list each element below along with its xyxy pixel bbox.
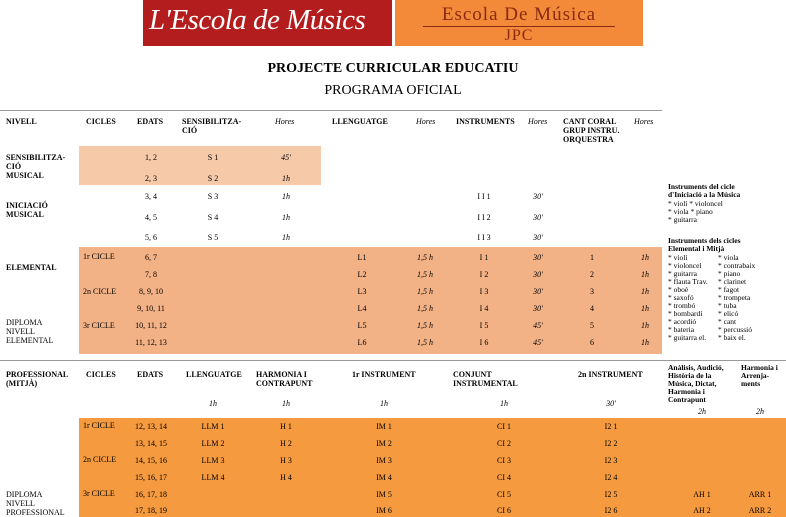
table-row-ci: CI 6: [497, 506, 511, 515]
table-row-sens: S 3: [207, 192, 219, 201]
hours-instr2: 30': [606, 399, 616, 408]
level-sens-2: CIÓ: [6, 162, 22, 171]
header2-arr-2: Arrenja-: [741, 371, 770, 380]
table-row-i2: I2 1: [604, 422, 618, 431]
table-row-i2: I2 5: [604, 490, 618, 499]
table-row-i2: I2 2: [604, 439, 618, 448]
table-row-i2: I2 4: [604, 473, 618, 482]
table-row-instr-hores: 45': [533, 338, 543, 347]
header2-arr-3: ments: [741, 379, 761, 388]
header2-llenguatge: LLENGUATGE: [186, 370, 242, 379]
table-row-im: IM 3: [376, 456, 392, 465]
hours-conjunt: 1h: [500, 399, 508, 408]
header2-arr-1: Harmonia i: [741, 363, 778, 372]
table-row-llm: LLM 1: [201, 422, 225, 431]
hours-llm: 1h: [209, 399, 217, 408]
logo-escola-de-musics: [143, 0, 392, 46]
note-elem-title-1: Instruments dels cicles: [668, 236, 741, 245]
table-row-im: IM 2: [376, 439, 392, 448]
header-sensibilitzacio-1: SENSIBILITZA-: [182, 117, 242, 126]
table-row-cant: 2: [590, 270, 594, 279]
table-row-im: IM 4: [376, 473, 392, 482]
table-row-edat: 2, 3: [145, 174, 157, 183]
page-subtitle: PROGRAMA OFICIAL: [324, 83, 462, 98]
hours-arrenjaments: 2h: [756, 407, 764, 416]
table-row-cant-hores: 1h: [641, 321, 649, 330]
table-row-cant: 1: [590, 253, 594, 262]
cycle-2-elemental: 2n CICLE: [83, 287, 117, 296]
level-elemental: ELEMENTAL: [6, 263, 57, 272]
note-init-item: * violí * violoncel: [668, 199, 723, 208]
table-row-cant: 5: [590, 321, 594, 330]
table-row-edat: 14, 15, 16: [135, 456, 167, 465]
table-row-sens: S 1: [207, 153, 219, 162]
header-hores-2: Hores: [416, 117, 436, 126]
table-row-sens: S 2: [207, 174, 219, 183]
note-elem-item: * trombó: [668, 301, 696, 310]
table-row-llenguatge: L6: [357, 338, 367, 347]
header-llenguatge: LLENGUATGE: [332, 117, 388, 126]
table-row-llenguatge: L3: [357, 287, 367, 296]
table-row-llenguatge: L1: [357, 253, 367, 262]
table-row-ll-hores: 1,5 h: [417, 270, 433, 279]
header-hores-4: Hores: [634, 117, 654, 126]
header2-analisis-3: Música, Dictat,: [668, 379, 717, 388]
hours-harmonia: 1h: [282, 399, 290, 408]
cycle-2-professional: 2n CICLE: [83, 455, 117, 464]
table-row-instr: I I 1: [477, 192, 491, 201]
header2-instr1: 1r INSTRUMENT: [352, 370, 416, 379]
table-row-ll-hores: 1,5 h: [417, 287, 433, 296]
table-row-llenguatge: L2: [357, 270, 367, 279]
table-row-ci: CI 1: [497, 422, 511, 431]
table-row-llm: LLM 2: [201, 439, 225, 448]
logo-right-line2: JPC: [504, 27, 534, 44]
table-row-cant-hores: 1h: [641, 338, 649, 347]
logo-right-line1: Escola De Música: [441, 4, 597, 25]
header-instruments: INSTRUMENTS: [456, 117, 515, 126]
header2-analisis-5: Contrapunt: [668, 395, 706, 404]
table-row-ci: CI 2: [497, 439, 511, 448]
table-row-cant-hores: 1h: [641, 270, 649, 279]
header-hores-1: Hores: [275, 117, 295, 126]
note-elem-item: * piano: [718, 269, 741, 278]
table-row-ci: CI 4: [497, 473, 511, 482]
table-row-instr: I 6: [479, 338, 489, 347]
note-init-item: * viola * piano: [668, 207, 713, 216]
header-cant-3: ORQUESTRA: [563, 135, 614, 144]
table-row-harmonia: H 2: [280, 439, 292, 448]
note-elem-item: * tuba: [718, 301, 737, 310]
level-iniciacio-2: MUSICAL: [6, 210, 44, 219]
table-row-llm: LLM 4: [201, 473, 225, 482]
note-elem-item: * violoncel: [668, 261, 702, 270]
header-edats: EDATS: [137, 117, 164, 126]
level-sens-3: MUSICAL: [6, 171, 44, 180]
header-cant-1: CANT CORAL: [563, 117, 617, 126]
table-row-sens: S 5: [207, 233, 219, 242]
note-elem-item: * guitarra el.: [668, 333, 707, 342]
table-row-edat: 9, 10, 11: [137, 304, 165, 313]
table-row-ah: AH 2: [693, 506, 711, 515]
table-row-ll-hores: 1,5 h: [417, 253, 433, 262]
table-row-ll-hores: 1,5 h: [417, 338, 433, 347]
header2-analisis-2: Història de la: [668, 371, 712, 380]
note-init-title-2: d'Iniciació a la Música: [668, 190, 741, 199]
level-professional-1: PROFESSIONAL: [6, 370, 69, 379]
table-row-edat: 13, 14, 15: [135, 439, 167, 448]
note-elem-item: * percussió: [718, 325, 752, 334]
header2-analisis-1: Anàlisis, Audició,: [668, 363, 724, 372]
header2-edats: EDATS: [137, 370, 164, 379]
table-row-edat: 16, 17, 18: [135, 490, 167, 499]
level-diploma-elemental-2: NIVELL: [6, 327, 35, 336]
table-row-edat: 3, 4: [145, 192, 157, 201]
table-row-instr-hores: 30': [533, 304, 543, 313]
header2-cicles: CICLES: [86, 370, 116, 379]
header-sensibilitzacio-2: CIÓ: [182, 126, 198, 135]
table-row-ll-hores: 1,5 h: [417, 304, 433, 313]
table-row-instr: I 1: [479, 253, 489, 262]
table-row-im: IM 6: [376, 506, 392, 515]
note-elem-item: * cant: [718, 317, 737, 326]
note-elem-item: * bombardí: [668, 309, 703, 318]
table-row-hores: 1h: [282, 174, 290, 183]
table-row-instr-hores: 30': [533, 213, 543, 222]
table-row-instr-hores: 30': [533, 270, 543, 279]
note-elem-item: * trompeta: [718, 293, 751, 302]
section-rule: [0, 360, 786, 361]
header2-harmonia-1: HARMONIA I: [256, 370, 307, 379]
table-row-instr-hores: 45': [533, 321, 543, 330]
level-sens-1: SENSIBILITZA-: [6, 153, 66, 162]
table-row-edat: 5, 6: [145, 233, 157, 242]
table-row-edat: 11, 12, 13: [135, 338, 167, 347]
table-row-edat: 1, 2: [145, 153, 157, 162]
table-row-ah: AH 1: [693, 490, 711, 499]
page-title: PROJECTE CURRICULAR EDUCATIU: [267, 61, 519, 76]
table-row-cant-hores: 1h: [641, 253, 649, 262]
level-diploma-professional-2: NIVELL: [6, 499, 35, 508]
note-elem-item: * flauta Trav.: [668, 277, 708, 286]
table-row-cant: 4: [590, 304, 594, 313]
hours-instr1: 1h: [380, 399, 388, 408]
table-row-cant-hores: 1h: [641, 287, 649, 296]
table-row-im: IM 5: [376, 490, 392, 499]
table-row-instr-hores: 30': [533, 233, 543, 242]
header2-harmonia-2: CONTRAPUNT: [256, 379, 313, 388]
level-diploma-professional-1: DIPLOMA: [6, 490, 43, 499]
table-row-instr: I 2: [479, 270, 489, 279]
table-row-llm: LLM 3: [201, 456, 225, 465]
level-professional-2: (MITJÀ): [6, 379, 38, 388]
table-row-i2: I2 6: [604, 506, 618, 515]
cycle-1-elemental: 1r CICLE: [83, 252, 115, 261]
cycle-3-professional: 3r CICLE: [83, 489, 115, 498]
table-row-cant: 6: [590, 338, 594, 347]
table-row-harmonia: H 4: [280, 473, 292, 482]
header-nivell: NIVELL: [6, 117, 37, 126]
table-row-ll-hores: 1,5 h: [417, 321, 433, 330]
cycle-1-professional: 1r CICLE: [83, 421, 115, 430]
note-init-item: * guitarra: [668, 215, 697, 224]
header-cicles: CICLES: [86, 117, 116, 126]
table-row-instr: I I 2: [477, 213, 491, 222]
note-elem-item: * saxofó: [668, 293, 694, 302]
table-row-hores: 45': [281, 153, 291, 162]
table-row-instr: I 3: [479, 287, 489, 296]
note-elem-item: * elicó: [718, 309, 739, 318]
table-row-instr-hores: 30': [533, 253, 543, 262]
table-row-ci: CI 5: [497, 490, 511, 499]
table-row-i2: I2 3: [604, 456, 618, 465]
table-row-llenguatge: L5: [357, 321, 367, 330]
table-row-instr: I 5: [479, 321, 489, 330]
note-init-title-1: Instruments del cicle: [668, 182, 735, 191]
level-diploma-elemental-3: ELEMENTAL: [6, 336, 54, 345]
cycle-3-elemental: 3r CICLE: [83, 321, 115, 330]
table-row-edat: 15, 16, 17: [135, 473, 167, 482]
table-row-im: IM 1: [376, 422, 392, 431]
table-row-edat: 10, 11, 12: [135, 321, 167, 330]
table-row-instr-hores: 30': [533, 192, 543, 201]
table-row-arr: ARR 2: [748, 506, 772, 515]
table-row-ci: CI 3: [497, 456, 511, 465]
header2-conjunt-2: INSTRUMENTAL: [453, 379, 518, 388]
table-row-edat: 7, 8: [145, 270, 157, 279]
note-elem-item: * viola: [718, 253, 739, 262]
table-row-harmonia: H 1: [280, 422, 292, 431]
level-diploma-professional-3: PROFESSIONAL: [6, 508, 65, 517]
table-row-edat: 8, 9, 10: [139, 287, 163, 296]
table-row-instr-hores: 30': [533, 287, 543, 296]
note-elem-item: * guitarra: [668, 269, 697, 278]
table-row-hores: 1h: [282, 213, 290, 222]
note-elem-item: * baix el.: [718, 333, 746, 342]
logo-left-text: L'Escola de Músics: [149, 4, 366, 36]
note-elem-item: * oboè: [668, 285, 689, 294]
header2-conjunt-1: CONJUNT: [453, 370, 492, 379]
note-elem-item: * contrabaix: [718, 261, 756, 270]
table-row-harmonia: H 3: [280, 456, 292, 465]
table-row-sens: S 4: [207, 213, 219, 222]
hours-analisis: 2h: [698, 407, 706, 416]
note-elem-item: * clarinet: [718, 277, 747, 286]
table-row-llenguatge: L4: [357, 304, 367, 313]
table-row-hores: 1h: [282, 233, 290, 242]
note-elem-item: * acordió: [668, 317, 697, 326]
note-elem-item: * bateria: [668, 325, 695, 334]
table-row-cant: 3: [590, 287, 594, 296]
table-row-hores: 1h: [282, 192, 290, 201]
note-elem-item: * violí: [668, 253, 688, 262]
header-cant-2: GRUP INSTRU.: [563, 126, 620, 135]
professional-band: [79, 418, 786, 517]
table-row-edat: 6, 7: [145, 253, 157, 262]
table-top-rule: [0, 110, 662, 111]
table-row-edat: 17, 18, 19: [135, 506, 167, 515]
logo-escola-de-musica-jpc: [395, 0, 643, 46]
table-row-cant-hores: 1h: [641, 304, 649, 313]
header-hores-3: Hores: [528, 117, 548, 126]
table-row-instr: I 4: [479, 304, 489, 313]
table-row-edat: 4, 5: [145, 213, 157, 222]
note-elem-title-2: Elemental i Mitjà: [668, 244, 725, 253]
table-row-arr: ARR 1: [748, 490, 772, 499]
level-diploma-elemental-1: DIPLOMA: [6, 318, 43, 327]
note-elem-item: * fagot: [718, 285, 740, 294]
header2-analisis-4: Harmonia i: [668, 387, 705, 396]
level-iniciacio-1: INICIACIÓ: [6, 201, 48, 210]
header2-instr2: 2n INSTRUMENT: [578, 370, 643, 379]
table-row-instr: I I 3: [477, 233, 491, 242]
table-row-edat: 12, 13, 14: [135, 422, 167, 431]
